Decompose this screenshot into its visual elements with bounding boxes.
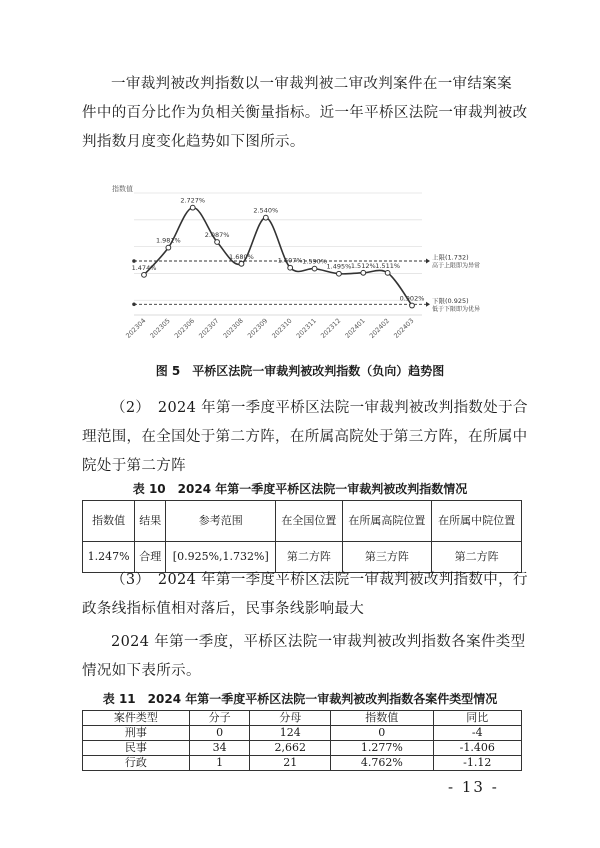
table10-header-cell: 在所属高院位置 [342, 501, 432, 542]
section4-paragraph [82, 628, 526, 686]
data-point [361, 270, 366, 275]
figure-caption: 图 5 平桥区法院一审裁判被改判指数（负向）趋势图 [155, 364, 445, 378]
table10-header-cell: 在所属中院位置 [432, 501, 522, 542]
data-point [239, 261, 244, 266]
table11 [82, 710, 522, 771]
x-tick-label: 202308 [221, 316, 245, 340]
upper-limit-label: 上限(1.732) [432, 253, 469, 262]
table11-cell: 34 [189, 741, 250, 756]
table11-header-row [83, 711, 522, 726]
data-label: 2.087% [204, 230, 230, 239]
y-axis-label: 指数值 [112, 185, 133, 193]
intro-line-2: 件中的百分比作为负相关衡量指标。近一年平桥区法院一审裁判被改 [82, 105, 528, 121]
table11-cell: 124 [250, 726, 331, 741]
data-point [142, 272, 147, 277]
section4-line-2: 情况如下表所示。 [82, 663, 201, 679]
data-point [288, 265, 293, 270]
data-point [263, 215, 268, 220]
section2-line-1: （2） 2024 年第一季度平桥区法院一审裁判被改判指数处于合 [111, 400, 528, 416]
table10-header-cell: 指数值 [83, 501, 135, 542]
table11-cell: 2,662 [250, 741, 331, 756]
section3-paragraph [82, 566, 528, 624]
x-tick-label: 202311 [294, 316, 318, 340]
intro-line-1: 一审裁判被改判指数以一审裁判被二审改判案件在一审结案案 [111, 76, 512, 92]
data-label: 1.607% [277, 256, 303, 265]
data-label: 1.512% [350, 261, 376, 270]
table10-cell: 第三方阵 [342, 542, 432, 573]
table11-cell: 刑事 [83, 726, 190, 741]
data-label: 1.590% [302, 257, 327, 266]
x-tick-label: 202306 [172, 316, 197, 340]
data-label: 1.981% [155, 236, 181, 245]
trend-chart [112, 183, 492, 343]
intro-paragraph [82, 70, 528, 157]
table10-caption: 表 10 2024 年第一季度平桥区法院一审裁判被改判指数情况 [132, 482, 468, 496]
table10-cell: 1.247% [83, 542, 135, 573]
x-tick-label: 202309 [246, 316, 270, 340]
section3-line-1: （3） 2024 年第一季度平桥区法院一审裁判被改判指数中，行 [111, 572, 528, 588]
x-tick-labels [124, 317, 415, 340]
data-label: 1.495% [326, 262, 352, 271]
section2-paragraph [82, 394, 528, 481]
table10-cell: 第二方阵 [276, 542, 342, 573]
data-point [215, 240, 220, 245]
upper-limit-arrow [426, 259, 430, 264]
data-label: 1.680% [229, 252, 254, 261]
data-point [166, 245, 171, 250]
table11-cell: 0 [331, 726, 433, 741]
table11-header-cell: 分母 [250, 711, 331, 726]
data-point [385, 270, 390, 275]
table11-cell: 21 [250, 756, 331, 771]
x-tick-label: 202304 [124, 316, 148, 340]
table10-header-cell: 参考范围 [166, 501, 276, 542]
table-row [83, 756, 522, 771]
table10-header-cell: 结果 [135, 501, 166, 542]
section2-line-3: 院处于第二方阵 [82, 458, 186, 474]
data-point [337, 271, 342, 276]
data-point [312, 266, 317, 271]
table10 [82, 500, 522, 573]
table10-cell: 合理 [135, 542, 166, 573]
x-tick-label: 202403 [392, 316, 416, 340]
table11-header-cell: 指数值 [331, 711, 433, 726]
intro-line-3: 判指数月度变化趋势如下图所示。 [82, 134, 305, 150]
lower-limit-arrow [426, 302, 430, 307]
data-label: 1.474% [131, 263, 157, 272]
data-point [190, 205, 195, 210]
upper-limit-start-dot [132, 259, 136, 263]
x-tick-label: 202401 [343, 316, 367, 340]
data-label: 1.511% [375, 261, 401, 270]
table11-header-cell: 分子 [189, 711, 250, 726]
x-tick-label: 202402 [367, 316, 392, 340]
lower-limit-start-dot [132, 302, 136, 306]
table11-header-cell: 案件类型 [83, 711, 190, 726]
section4-line-1: 2024 年第一季度，平桥区法院一审裁判被改判指数各案件类型 [111, 634, 526, 650]
section2-line-2: 理范围，在全国处于第二方阵，在所属高院处于第三方阵，在所属中 [82, 429, 528, 445]
table10-cell: 第二方阵 [432, 542, 522, 573]
x-tick-label: 202307 [197, 316, 221, 340]
data-label: 2.540% [253, 206, 279, 215]
x-tick-label: 202310 [270, 316, 294, 340]
table11-cell: -4 [433, 726, 521, 741]
section3-line-2: 政条线指标值相对落后，民事条线影响最大 [82, 601, 365, 617]
lower-limit-note: 低于下限即为优异 [432, 305, 481, 313]
table11-cell: 民事 [83, 741, 190, 756]
table11-caption: 表 11 2024 年第一季度平桥区法院一审裁判被改判指数各案件类型情况 [102, 692, 498, 706]
data-labels [132, 197, 425, 303]
table-row [83, 741, 522, 756]
table11-cell: 0 [189, 726, 250, 741]
table11-cell: 1.277% [331, 741, 433, 756]
table11-header-cell: 同比 [433, 711, 521, 726]
table10-header-row [83, 501, 522, 542]
data-label: 0.902% [399, 294, 425, 303]
data-point [410, 303, 415, 308]
table-row [83, 726, 522, 741]
data-label: 2.727% [180, 196, 206, 205]
table11-cell: 1 [189, 756, 250, 771]
table11-cell: 行政 [83, 756, 190, 771]
table10-header-cell: 在全国位置 [276, 501, 342, 542]
table11-cell: 4.762% [331, 756, 433, 771]
table10-cell: [0.925%,1.732%] [166, 542, 276, 573]
table11-cell: -1.12 [433, 756, 521, 771]
x-tick-label: 202305 [148, 316, 172, 340]
x-tick-label: 202312 [319, 316, 343, 340]
upper-limit-note: 高于上限即为异常 [432, 262, 481, 270]
table11-cell: -1.406 [433, 741, 521, 756]
page-number: - 13 - [448, 778, 499, 796]
lower-limit-label: 下限(0.925) [432, 296, 469, 305]
